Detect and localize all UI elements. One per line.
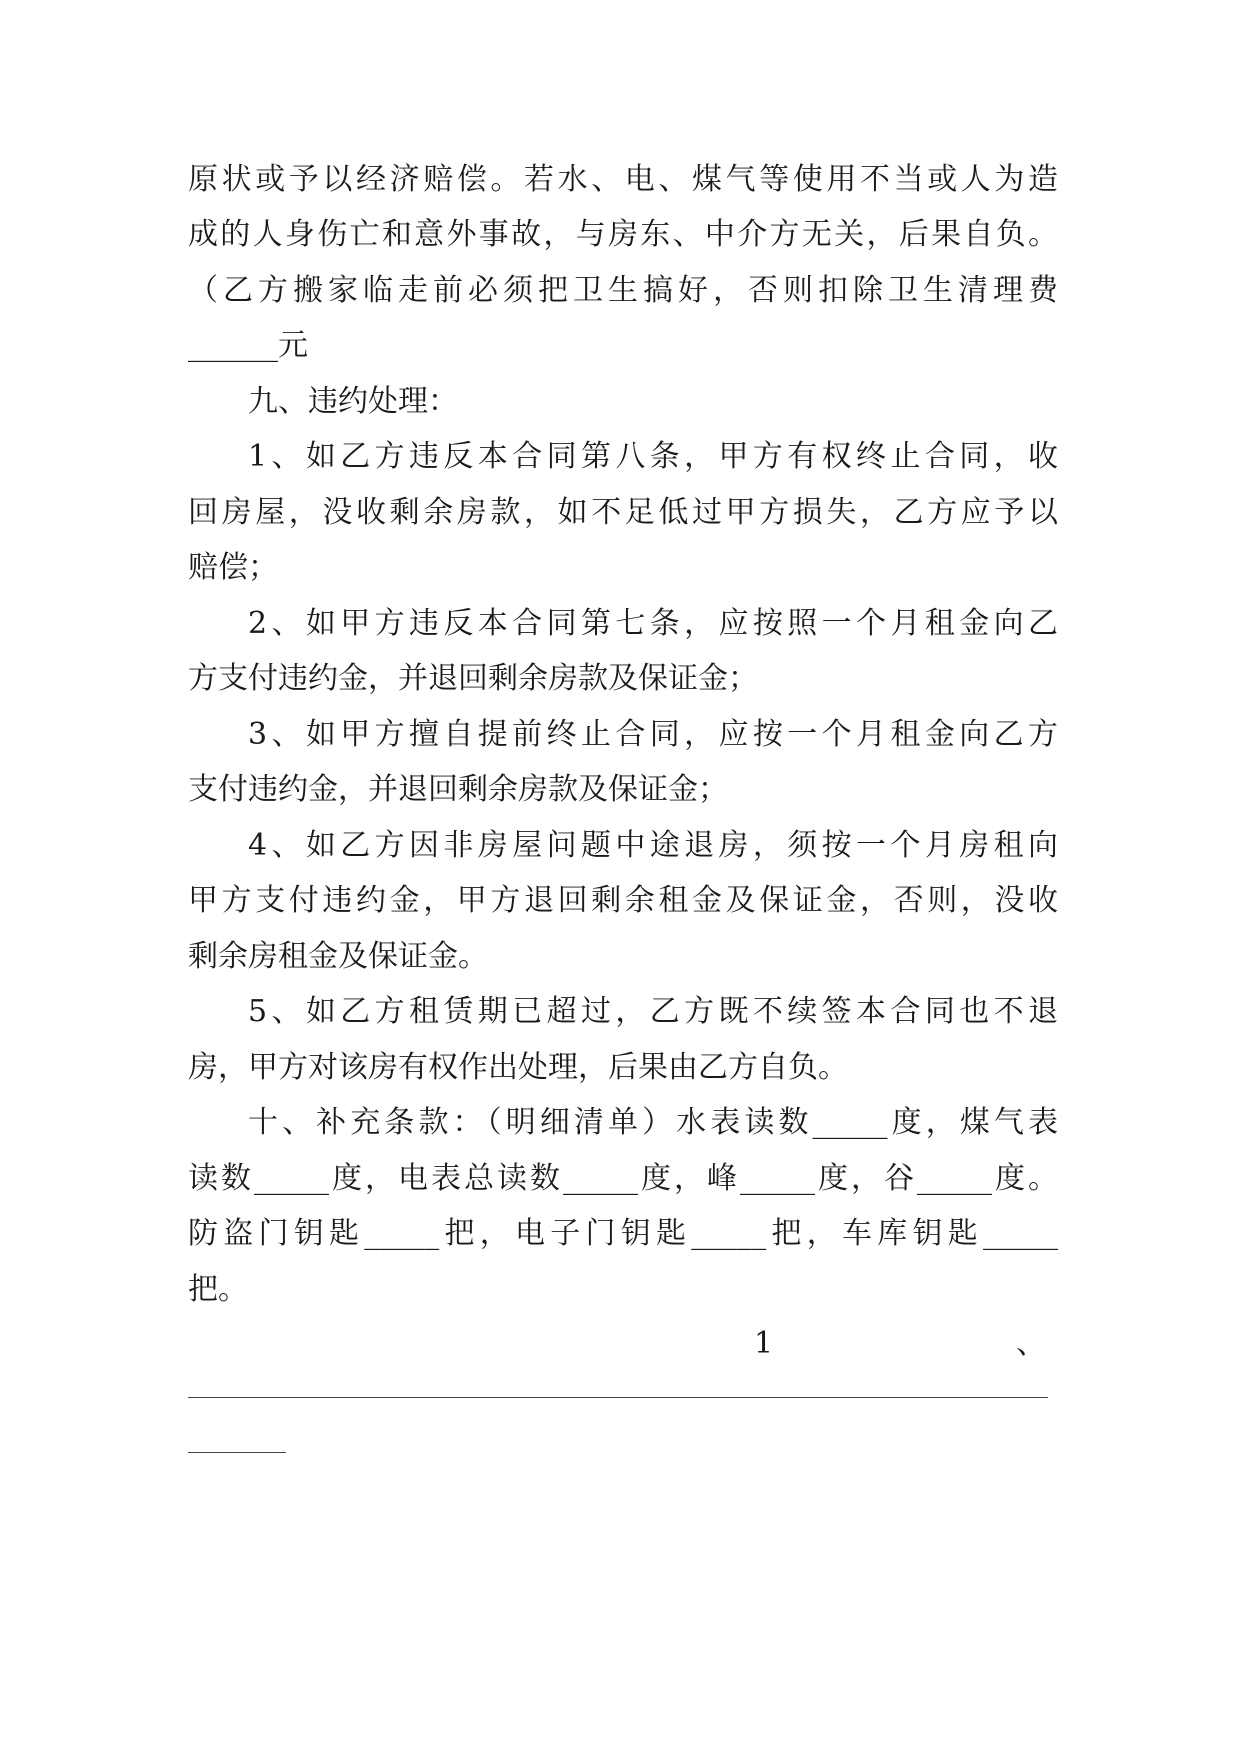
- section-heading: 十、补充条款：（明细清单）水表读数_____度，煤气表: [248, 1105, 1058, 1140]
- paragraph-line: 5、如乙方租赁期已超过，乙方既不续签本合同也不退: [248, 994, 1058, 1029]
- paragraph-line: 4、如乙方因非房屋问题中途退房，须按一个月房租向: [248, 828, 1058, 863]
- section-heading: 九、违约处理：: [248, 384, 458, 419]
- paragraph-line: 支付违约金，并退回剩余房款及保证金；: [188, 772, 728, 807]
- blank-fill-line: [188, 1397, 1048, 1398]
- paragraph-line: 剩余房租金及保证金。: [188, 939, 488, 974]
- list-separator: 、: [1016, 1326, 1046, 1361]
- paragraph-line: 方支付违约金，并退回剩余房款及保证金；: [188, 661, 758, 696]
- paragraph-line: 把。: [188, 1272, 248, 1307]
- paragraph-line: （乙方搬家临走前必须把卫生搞好，否则扣除卫生清理费: [188, 273, 1058, 308]
- paragraph-line: 原状或予以经济赔偿。若水、电、煤气等使用不当或人为造: [188, 162, 1058, 197]
- paragraph-line: 1、如乙方违反本合同第八条，甲方有权终止合同，收: [248, 439, 1058, 474]
- paragraph-line: 甲方支付违约金，甲方退回剩余租金及保证金，否则，没收: [188, 883, 1058, 918]
- paragraph-line: 读数_____度，电表总读数_____度，峰_____度，谷_____度。: [188, 1161, 1058, 1196]
- blank-fill-line: [188, 1452, 286, 1453]
- paragraph-line: 回房屋，没收剩余房款，如不足低过甲方损失，乙方应予以: [188, 495, 1058, 530]
- paragraph-line: ______元: [188, 328, 308, 363]
- list-number: 1: [754, 1326, 774, 1361]
- paragraph-line: 赔偿；: [188, 550, 278, 585]
- paragraph-line: 2、如甲方违反本合同第七条，应按照一个月租金向乙: [248, 606, 1058, 641]
- paragraph-line: 房，甲方对该房有权作出处理，后果由乙方自负。: [188, 1050, 848, 1085]
- paragraph-line: 防盗门钥匙_____把，电子门钥匙_____把，车库钥匙_____: [188, 1216, 1058, 1251]
- paragraph-line: 成的人身伤亡和意外事故，与房东、中介方无关，后果自负。: [188, 217, 1058, 252]
- paragraph-line: 3、如甲方擅自提前终止合同，应按一个月租金向乙方: [248, 717, 1058, 752]
